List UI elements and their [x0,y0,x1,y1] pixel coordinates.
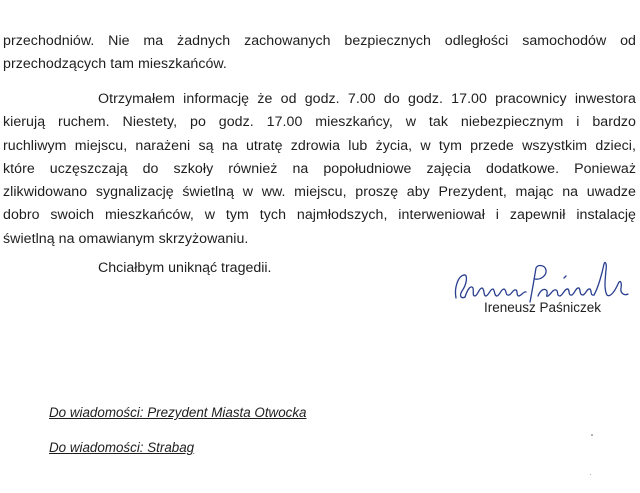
paragraph-1-line-2: przechodzących tam mieszkańców. [3,56,227,73]
scan-speck [590,474,591,475]
paragraph-2 [3,88,636,251]
paragraph-2-line-7: świetlną na omawianym skrzyżowaniu. [3,230,249,247]
paragraph-2-line-4: które uczęszczają do szkoły również na popołudniowe zajęcia dodatkowe. Ponieważ [3,160,636,177]
closing-sentence: Chciałbym uniknąć tragedii. [98,260,272,276]
paragraph-2-line-6: dobro swoich mieszkańców, w tym tych najmłodszych, interweniował i zapewnił instalację [3,207,636,224]
paragraph-1 [3,30,636,77]
signer-name: Ireneusz Paśniczek [484,300,602,315]
scan-speck [591,434,593,436]
recipient-line-2: Do wiadomości: Strabag [49,440,195,455]
paragraph-2-line-1: Otrzymałem informację że od godz. 7.00 do godz. 17.00 pracownicy inwestora [98,91,636,107]
recipient-line-1: Do wiadomości: Prezydent Miasta Otwocka [49,405,307,420]
paragraph-2-line-3: ruchliwym miejscu, narażeni są na utratę zdrowia lub życia, w tym przede wszystkim dzieci, [3,137,636,154]
paragraph-1-line-1: przechodniów. Nie ma żadnych zachowanych bezpiecznych odległości samochodów od [3,33,636,49]
paragraph-2-line-5: zlikwidowano sygnalizację świetlną w ww. miejscu, proszę aby Prezydent, mając na uwadze [3,184,636,201]
paragraph-2-line-2: kierują ruchem. Niestety, po godz. 17.00 mieszkańcy, w tak niebezpiecznym i bardzo [3,114,636,131]
